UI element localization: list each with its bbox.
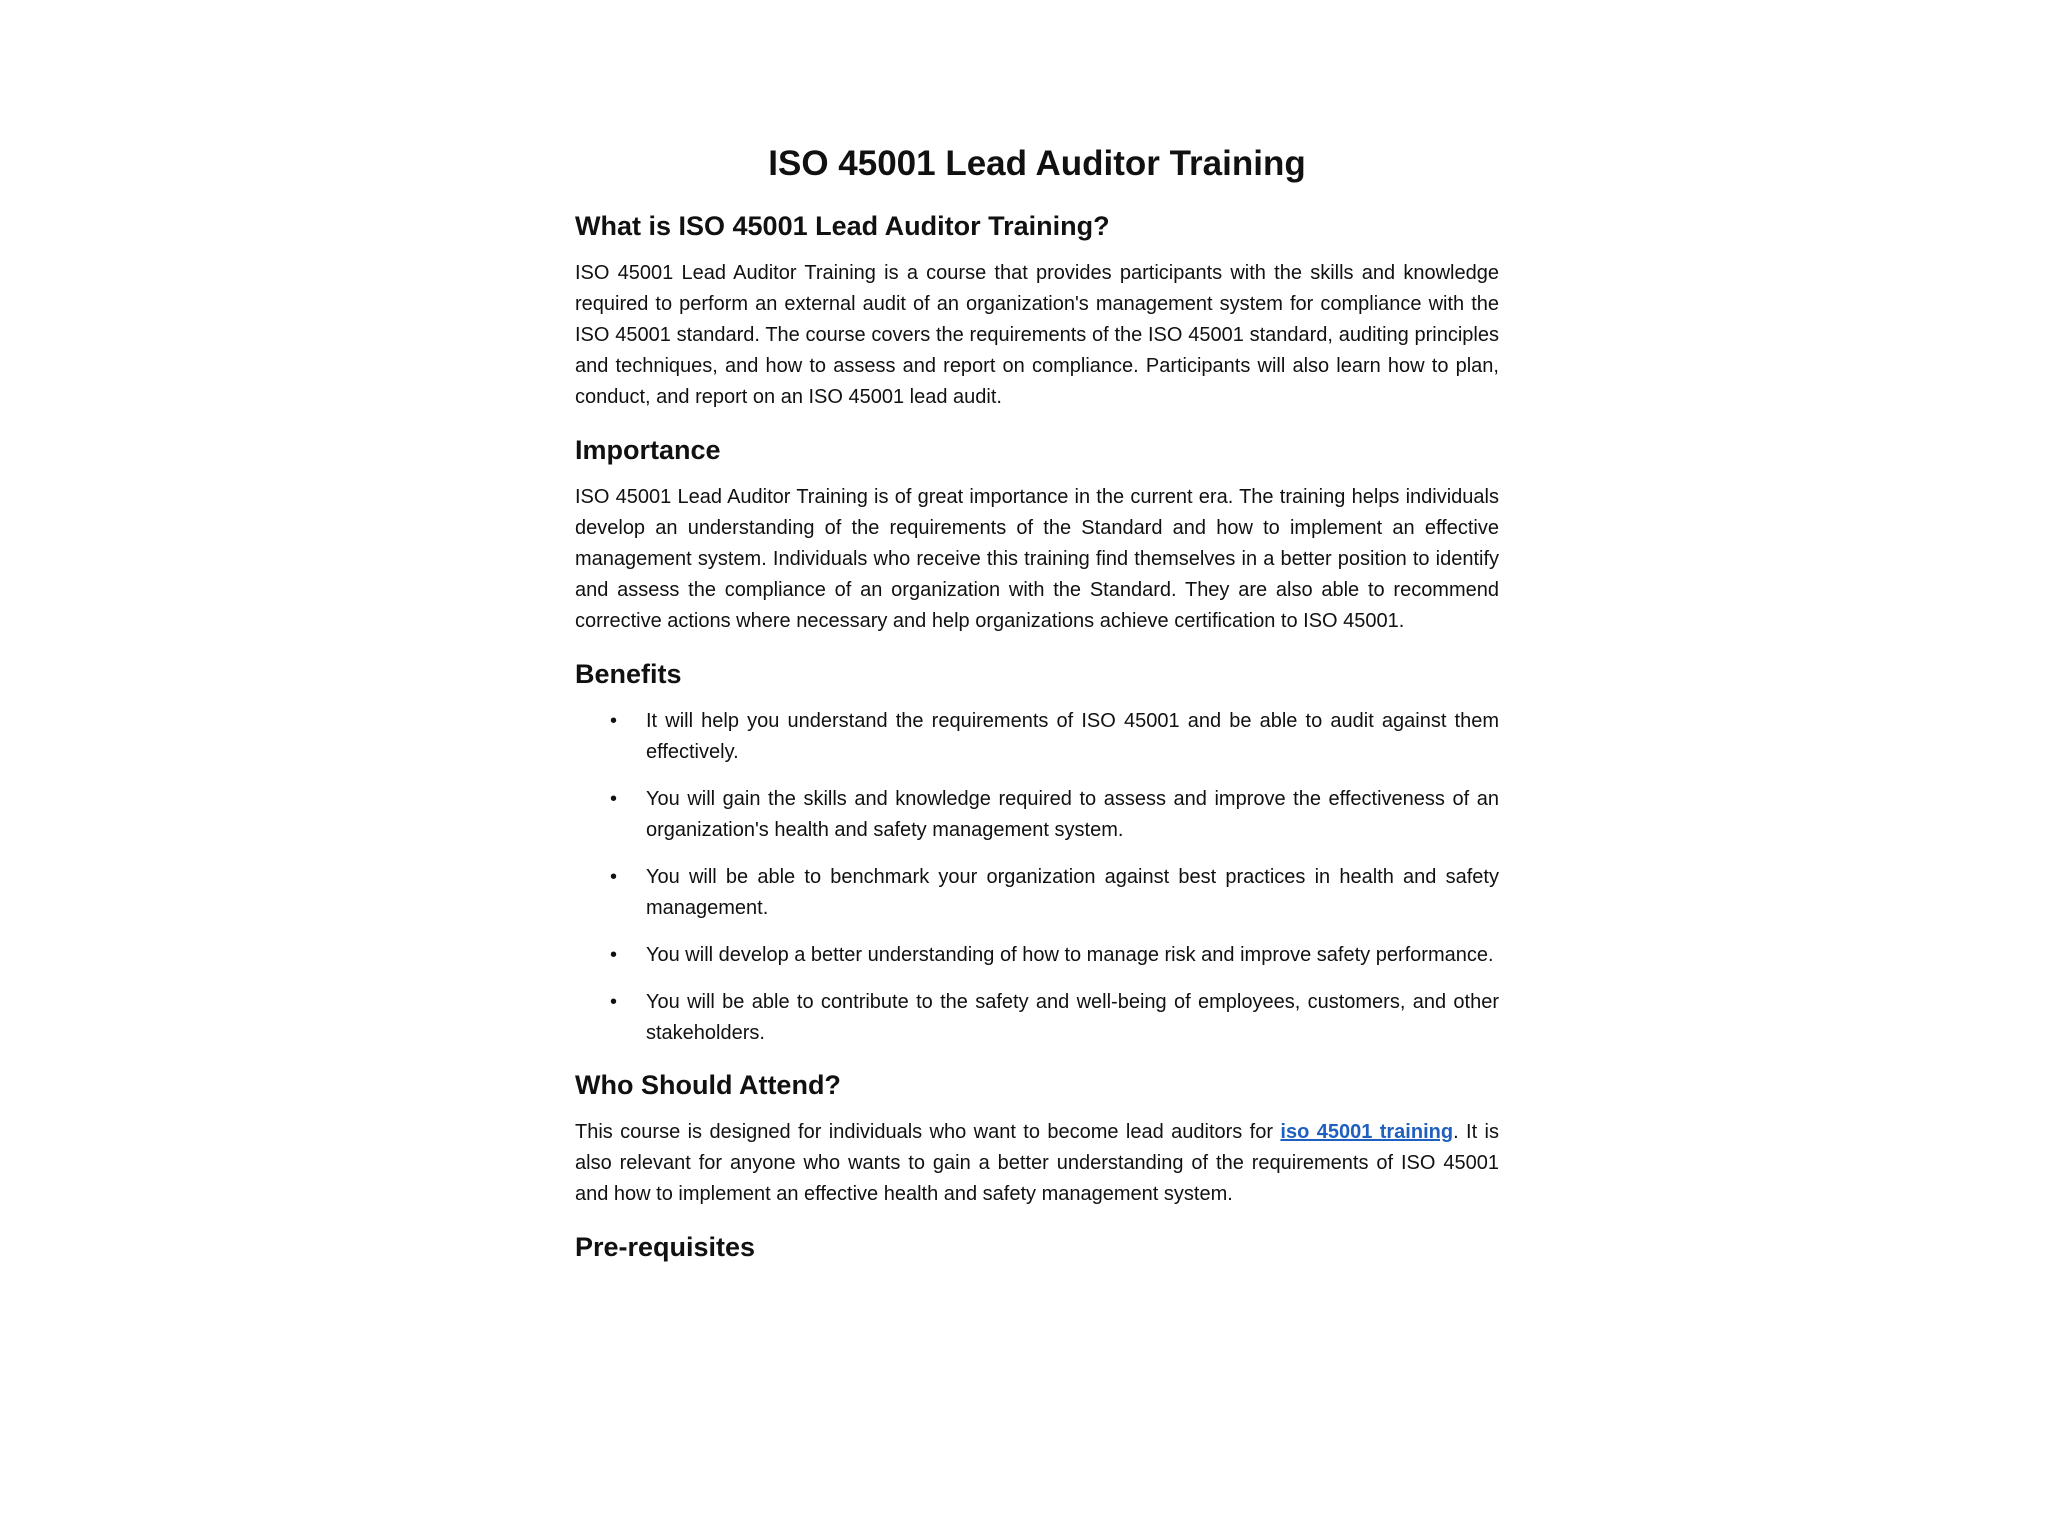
section-heading-importance: Importance — [575, 435, 721, 465]
list-item — [575, 862, 1499, 924]
document-title: ISO 45001 Lead Auditor Training — [768, 144, 1306, 183]
section-heading-benefits: Benefits — [575, 659, 682, 689]
section-heading-what: What is ISO 45001 Lead Auditor Training? — [575, 211, 1110, 241]
iso-training-link[interactable]: iso 45001 training — [1280, 1121, 1454, 1143]
list-item-text: You will be able to contribute to the safety and well-being of employees, customers, and other stakeholders. — [646, 991, 1499, 1044]
list-item-text: You will be able to benchmark your organization against best practices in health and safety management. — [646, 866, 1499, 919]
bullet-icon: • — [610, 991, 618, 1013]
section-heading-attend: Who Should Attend? — [575, 1070, 841, 1100]
bullet-icon: • — [610, 944, 618, 966]
list-item — [575, 784, 1499, 846]
list-item-text: You will develop a better understanding of how to manage risk and improve safety performance. — [646, 944, 1494, 966]
attend-text-before: This course is designed for individuals who want to become lead auditors for — [575, 1121, 1281, 1143]
paragraph-importance: ISO 45001 Lead Auditor Training is of great importance in the current era. The training helps individuals develop an understanding of the requirements of the Standard and how to implement an effective management system. Individuals who receive this training find themselves in a better position to identify and assess the compliance of an organization with the Standard. They are also able to recommend corrective actions where necessary and help organizations achieve certification to ISO 45001. — [575, 486, 1499, 632]
list-item-text: It will help you understand the requirements of ISO 45001 and be able to audit against them effectively. — [646, 710, 1499, 763]
list-item-text: You will gain the skills and knowledge required to assess and improve the effectiveness of an organization's health and safety management system. — [646, 788, 1499, 841]
bullet-icon: • — [610, 866, 618, 888]
bullet-icon: • — [610, 788, 618, 810]
attend-text-after: . It is also relevant for anyone who wants to gain a better understanding of the requirements of ISO 45001 and how to implement an effective health and safety management system. — [575, 1121, 1499, 1205]
section-heading-prereq: Pre-requisites — [575, 1232, 756, 1262]
paragraph-what: ISO 45001 Lead Auditor Training is a course that provides participants with the skills and knowledge required to perform an external audit of an organization's management system for compliance with the ISO 45001 standard. The course covers the requirements of the ISO 45001 standard, auditing principles and techniques, and how to assess and report on compliance. Participants will also learn how to plan, conduct, and report on an ISO 45001 lead audit. — [575, 262, 1499, 408]
list-item — [575, 940, 1499, 971]
document-page — [575, 140, 1499, 1279]
paragraph-attend — [575, 1117, 1499, 1210]
list-item — [575, 987, 1499, 1049]
list-item — [575, 706, 1499, 768]
benefits-list — [575, 706, 1499, 1049]
bullet-icon: • — [610, 710, 618, 732]
